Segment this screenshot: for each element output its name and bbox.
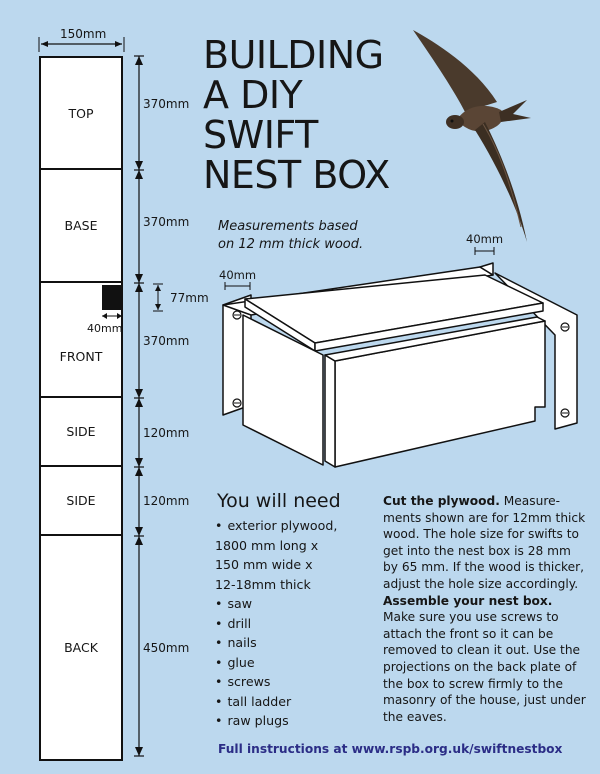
- length-label-base: 370mm: [143, 215, 190, 229]
- plank-section-top: [39, 56, 123, 170]
- list-item: [215, 711, 337, 731]
- need-heading: You will need: [217, 490, 341, 512]
- list-item-text: screws: [227, 674, 271, 689]
- list-item: [215, 614, 337, 634]
- list-item-text: tall ladder: [227, 693, 292, 709]
- plank-section-base: [39, 170, 123, 283]
- length-label-front: 370mm: [143, 334, 190, 348]
- plank-section-label: SIDE: [66, 424, 96, 439]
- length-label-side-2: 120mm: [143, 494, 190, 508]
- length-label-side-1: 120mm: [143, 426, 190, 440]
- length-label-back: 450mm: [143, 641, 190, 655]
- hole-height-label: 77mm: [170, 291, 209, 305]
- measurements-note: [218, 218, 363, 254]
- length-label-top: 370mm: [143, 97, 190, 111]
- list-item: [215, 555, 337, 575]
- list-item: [215, 536, 337, 556]
- instructions: [383, 493, 588, 725]
- plank-section-label: BACK: [64, 640, 98, 655]
- list-item: [215, 575, 337, 595]
- assemble-text: Make sure you use screws to attach the front so it can be removed to clean it out. Use the projections on the back plate of the box to screw firmly to the masonry of the house, just under the eaves.: [383, 610, 586, 724]
- title-line: SWIFT: [203, 113, 318, 157]
- list-item-text: glue: [227, 654, 255, 670]
- list-item-text: 150 mm wide x: [215, 557, 313, 572]
- footer-link[interactable]: Full instructions at www.rspb.org.uk/swiftnestbox: [218, 742, 563, 756]
- entrance-hole: [102, 285, 121, 310]
- list-item: [215, 653, 337, 673]
- title-line: NEST BOX: [203, 153, 390, 197]
- hole-width-label: 40mm: [87, 322, 123, 335]
- note-line: Measurements based: [218, 219, 358, 234]
- list-item: [215, 594, 337, 614]
- length-dimension-arrows: [128, 50, 150, 766]
- cut-heading: Cut the plywood.: [383, 494, 500, 508]
- list-item-text: saw: [227, 596, 253, 611]
- swift-bird-illustration: [405, 22, 545, 247]
- hole-width-arrow: [98, 310, 126, 322]
- nest-box-diagram: [215, 255, 585, 475]
- plank-section-side-1: [39, 398, 123, 467]
- assemble-heading: Assemble your nest box.: [383, 593, 553, 608]
- plank-section-label: FRONT: [59, 349, 103, 364]
- list-item-text: exterior plywood,: [227, 518, 338, 533]
- materials-list: [215, 516, 337, 731]
- plank-width-label: 150mm: [60, 27, 107, 41]
- title-line: A DIY: [203, 73, 303, 117]
- plank-section-label: TOP: [68, 105, 94, 121]
- list-item-text: drill: [227, 615, 252, 631]
- note-line: on 12 mm thick wood.: [218, 237, 364, 252]
- plank-section-side-2: [39, 467, 123, 536]
- plank-section-label: BASE: [64, 218, 98, 233]
- list-item-text: 12-18mm thick: [215, 576, 311, 592]
- hole-height-arrow: [150, 282, 166, 314]
- list-item: [215, 672, 337, 692]
- title-line: BUILDING: [203, 33, 384, 77]
- projection-label-left: 40mm: [219, 268, 257, 282]
- plank-width-arrow: [36, 36, 128, 54]
- projection-label-right: 40mm: [466, 232, 504, 246]
- page-title: [203, 35, 390, 195]
- plank-section-back: [39, 536, 123, 761]
- list-item-text: raw plugs: [227, 713, 289, 728]
- cut-text: Measure-ments shown are for 12mm thick wood. The hole size for swifts to get into the nest box is 28 mm by 65 mm. If the wood is thicker, adjust the hole size accordingly.: [383, 494, 586, 591]
- list-item-text: 1800 mm long x: [215, 537, 319, 553]
- list-item: [215, 516, 337, 536]
- list-item: [215, 633, 337, 653]
- list-item: [215, 692, 337, 712]
- plank-section-label: SIDE: [66, 493, 96, 508]
- list-item-text: nails: [227, 635, 257, 650]
